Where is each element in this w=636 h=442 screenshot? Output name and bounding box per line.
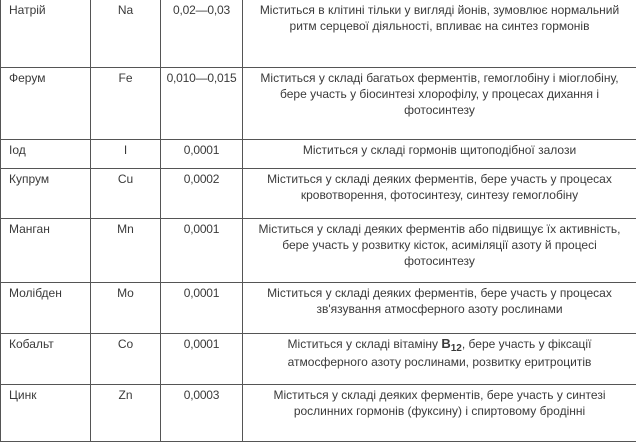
element-name: Манган [9, 219, 90, 237]
element-amount: 0,0001 [161, 219, 242, 237]
element-symbol: Na [91, 0, 160, 18]
element-amount: 0,0001 [161, 334, 242, 352]
element-amount-cell [161, 0, 243, 68]
element-name: Молібден [9, 283, 90, 301]
element-symbol: I [91, 140, 160, 158]
element-amount: 0,02—0,03 [161, 0, 242, 18]
element-symbol-cell [91, 219, 161, 283]
element-amount: 0,0003 [161, 385, 242, 403]
table-row [1, 0, 636, 68]
element-description: Міститься у складі багатьох ферментів, гемоглобіну і міоглобіну, бере участь у біосинтезі хлорофілу, у процесах дихання і фотосинтезу [246, 68, 633, 118]
element-name: Ферум [9, 68, 90, 86]
element-name-cell [1, 68, 91, 140]
element-description: Міститься в клітині тільки у вигляді йонів, зумовлює нормальний ритм серцевої діяльності, впливає на синтез гормонів [246, 0, 633, 34]
table-row [1, 334, 636, 385]
element-description: Міститься у складі деяких ферментів, бере участь у процесах зв'язування атмосферного азоту рослинами [246, 283, 633, 317]
element-symbol-cell [91, 0, 161, 68]
table-row [1, 169, 636, 219]
element-symbol-cell [91, 169, 161, 219]
element-symbol: Fe [91, 68, 160, 86]
element-description-cell [243, 283, 636, 334]
description-text-before: Міститься у складі вітаміну [288, 337, 442, 351]
vitamin-subscript: 12 [451, 343, 462, 354]
table-row [1, 68, 636, 140]
description-text-after: , бере участь у фіксації атмосферного азоту рослинами, розвитку еритроцитів [288, 337, 592, 369]
element-name: Кобальт [9, 334, 90, 352]
table-row [1, 219, 636, 283]
element-name-cell [1, 0, 91, 68]
element-symbol: Cu [91, 169, 160, 187]
element-description: Міститься у складі гормонів щитоподібної залози [246, 140, 633, 158]
element-name-cell [1, 169, 91, 219]
element-description-cell [243, 140, 636, 169]
element-name: Цинк [9, 385, 90, 403]
element-description-cell [243, 334, 636, 385]
element-amount-cell [161, 283, 243, 334]
vitamin-name: B [441, 336, 450, 351]
element-amount: 0,0001 [161, 140, 242, 158]
element-amount-cell [161, 68, 243, 140]
element-symbol: Mo [91, 283, 160, 301]
element-name: Іод [9, 140, 90, 158]
element-amount-cell [161, 334, 243, 385]
element-name-cell [1, 283, 91, 334]
table-row [1, 385, 636, 442]
element-symbol-cell [91, 68, 161, 140]
element-description-cell [243, 169, 636, 219]
element-description: Міститься у складі деяких ферментів, бере участь у процесах кровотворення, фотосинтезу, синтезу гемоглобіну [246, 169, 633, 203]
table-row [1, 140, 636, 169]
element-amount-cell [161, 219, 243, 283]
element-symbol: Co [91, 334, 160, 352]
element-name-cell [1, 334, 91, 385]
element-description: Міститься у складі деяких ферментів, бере участь у синтезі рослинних гормонів (фуксину) і спиртовому бродінні [246, 385, 633, 419]
element-amount-cell [161, 169, 243, 219]
element-symbol: Mn [91, 219, 160, 237]
element-amount-cell [161, 385, 243, 442]
element-symbol-cell [91, 283, 161, 334]
element-name: Натрій [9, 0, 90, 18]
element-description-cell [243, 0, 636, 68]
element-name: Купрум [9, 169, 90, 187]
element-name-cell [1, 385, 91, 442]
element-description [246, 334, 633, 370]
element-symbol-cell [91, 385, 161, 442]
element-amount: 0,0001 [161, 283, 242, 301]
element-amount: 0,0002 [161, 169, 242, 187]
element-description-cell [243, 385, 636, 442]
element-amount-cell [161, 140, 243, 169]
element-name-cell [1, 140, 91, 169]
element-name-cell [1, 219, 91, 283]
element-symbol: Zn [91, 385, 160, 403]
element-amount: 0,010—0,015 [161, 68, 242, 86]
element-symbol-cell [91, 140, 161, 169]
element-description: Міститься у складі деяких ферментів або підвищує їх активність, бере участь у розвитку кісток, асиміляції азоту й процесі фотосинтезу [246, 219, 633, 269]
table-row [1, 283, 636, 334]
element-symbol-cell [91, 334, 161, 385]
element-description-cell [243, 219, 636, 283]
element-description-cell [243, 68, 636, 140]
